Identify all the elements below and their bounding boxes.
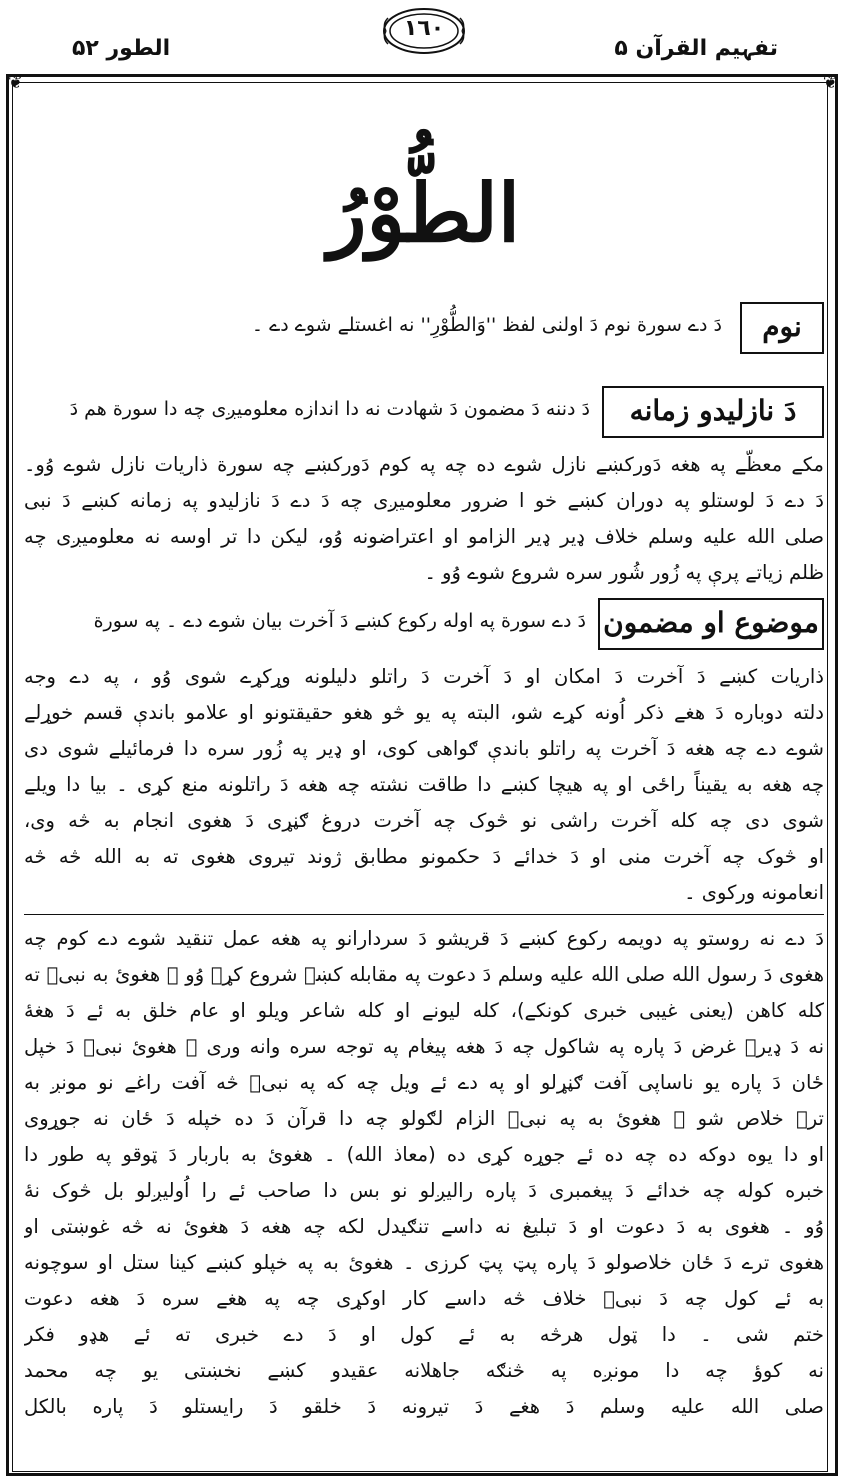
section-label-theme: موضوع او مضمون	[598, 598, 824, 650]
page-number-ornament	[380, 4, 468, 58]
body-line: کله کاهن (يعنی غيبی خبری کونکے)، کله ليونے او کله شاعر ويلو او عام خلق به ئے دَ هغهٔ	[24, 999, 824, 1022]
section-revelation-first-line: دَ دننه دَ مضمون دَ شهادت نه دا اندازه معلوميږی چه دا سورة هم دَ	[69, 398, 590, 420]
section-label-revelation: دَ نازليدو زمانه	[602, 386, 824, 438]
page-header	[0, 0, 848, 72]
text-line: انعامونه ورکوی ۔	[684, 881, 824, 904]
text-line: دَ دے دَ لوستلو په دوران کښے خو ا ضرور معلوميږی چه دَ دے دَ نازليدو په زمانه کښے دَ نبی	[24, 489, 824, 512]
text-line: ظلم زياتے پرې په زُور شُور سره شروع شوے وُو ۔	[424, 561, 824, 584]
body-line: نه دَ ډيرے غرض دَ پاره په شاکول چه دَ هغه پيغام په توجه سره وانه وری ۔ هغوئ نبیؐ دَ خپل	[24, 1035, 824, 1058]
body-line: ترے خلاص شو ۔ هغوئ به په نبیؐ الزام لګولو چه دا قرآن دَ ده خپله دَ ځان نه جوړوی	[24, 1107, 824, 1130]
text-line: او څوک چه آخرت منی او دَ خدائے دَ حکمونو مطابق ژوند تيروی هغوی ته به الله څه څه	[24, 845, 824, 868]
body-line: ختم شی ۔ دا ټول هرڅه به ئے کول او دَ دے خبری ته ئے هډو فکر	[24, 1323, 824, 1346]
header-book-title: تفہیم القرآن ۵	[614, 36, 778, 61]
section-name-text: دَ دے سورة نوم دَ اولنی لفظ ''وَالطُّوْرِ'' نه اغستلے شوے دے ۔	[251, 314, 722, 336]
body-line: نه کوؤ چه دا مونږه په څنګه جاهلانه عقيدو کښے نخښتی يو چه محمد	[24, 1359, 824, 1382]
text-line: ذاريات کښے دَ آخرت دَ امکان او دَ آخرت دَ راتلو دليلونه وړکړے شوی وُو ، په دے وجه	[24, 665, 824, 688]
section-label-name: نوم	[740, 302, 824, 354]
body-line: هغوی ترے دَ ځان خلاصولو دَ پاره پټ پټ کرزی ۔ هغوئ به په خپلو کښے کينا ستل او سوچونه	[24, 1251, 824, 1274]
corner-ornament-icon: ❦	[8, 72, 24, 93]
body-line: هغوی دَ رسول الله صلی الله عليه وسلم دَ دعوت په مقابله کښے شروع کړے وُو ۔ هغوئ به نبیؐ ته	[24, 963, 824, 986]
text-line: چه هغه به يقيناً راځی او په هيچا کښے دا طاقت نشته چه هغه دَ راتلونه منع کړی ۔ بيا دا ويلے	[24, 773, 824, 796]
page-number: ١٦٠	[403, 16, 445, 41]
body-line: وُو ۔ هغوی به دَ دعوت او دَ تبليغ نه داسے تنګيدل لکه چه هغه دَ هغوئ نه څه غوښتی او	[24, 1215, 824, 1238]
surah-title: الطُّوْرُ	[327, 166, 521, 260]
header-surah-name: الطور ۵۲	[72, 36, 171, 61]
section-theme-first-line: دَ دے سورة په اوله رکوع کښے دَ آخرت بيان شوے دے ۔ په سورة	[93, 610, 586, 632]
body-line: به ئے کول چه دَ نبیؐ خلاف څه داسے کار اوکړی چه په هغے سره دَ هغه دعوت	[24, 1287, 824, 1310]
body-line: دَ دے نه روستو په دويمه رکوع کښے دَ قريشو دَ سردارانو په هغه عمل تنقيد شوے دے کوم چه	[24, 927, 824, 950]
text-line: شوی دی چه کله آخرت راشی نو څوک چه آخرت دروغ ګڼړی دَ هغوی انجام به څه وی،	[24, 809, 824, 832]
text-line: شوے دے چه هغه دَ آخرت په راتلو باندې ګواهی کوی، او ډير په زُور سره دا فرمائيلے شوی دی	[24, 737, 824, 760]
text-line: مکے معظّے په هغه دَورکښے نازل شوے ده چه په کوم دَورکښے چه سورة ذاريات نازل شوے وُو۔	[24, 453, 824, 476]
body-line: صلی الله عليه وسلم دَ هغے دَ تيرونه دَ خلقو دَ رايستلو دَ پاره بالکل	[24, 1395, 824, 1418]
text-line: صلی الله عليه وسلم خلاف ډير ډير الزامو او اعتراضونه وُو، ليکن دا تر اوسه نه معلوميږی چه	[24, 525, 824, 548]
body-line: خبره کوله چه خدائے دَ پيغمبری دَ پاره راليږلو نو بس دا صاحب ئے را اُوليږلو بل څوک نهٔ	[24, 1179, 824, 1202]
corner-ornament-icon: ❦	[822, 72, 838, 93]
section-divider	[24, 914, 824, 915]
text-line: دلته دوباره دَ هغے ذکر اُونه کړے شو، البته په يو څو هغو حقيقتونو او علامو باندې قسم خوړلے	[24, 701, 824, 724]
body-line: ځان دَ پاره يو ناساپی آفت ګڼړلو او په دے ئے ويل چه که په نبیؐ څه آفت راغے نو مونږ به	[24, 1071, 824, 1094]
body-line: او دا يوه دوکه ده چه ده ئے جوړه کړی ده (معاذ الله) ۔ هغوئ به باربار دَ ټوقو په طور دا	[24, 1143, 824, 1166]
